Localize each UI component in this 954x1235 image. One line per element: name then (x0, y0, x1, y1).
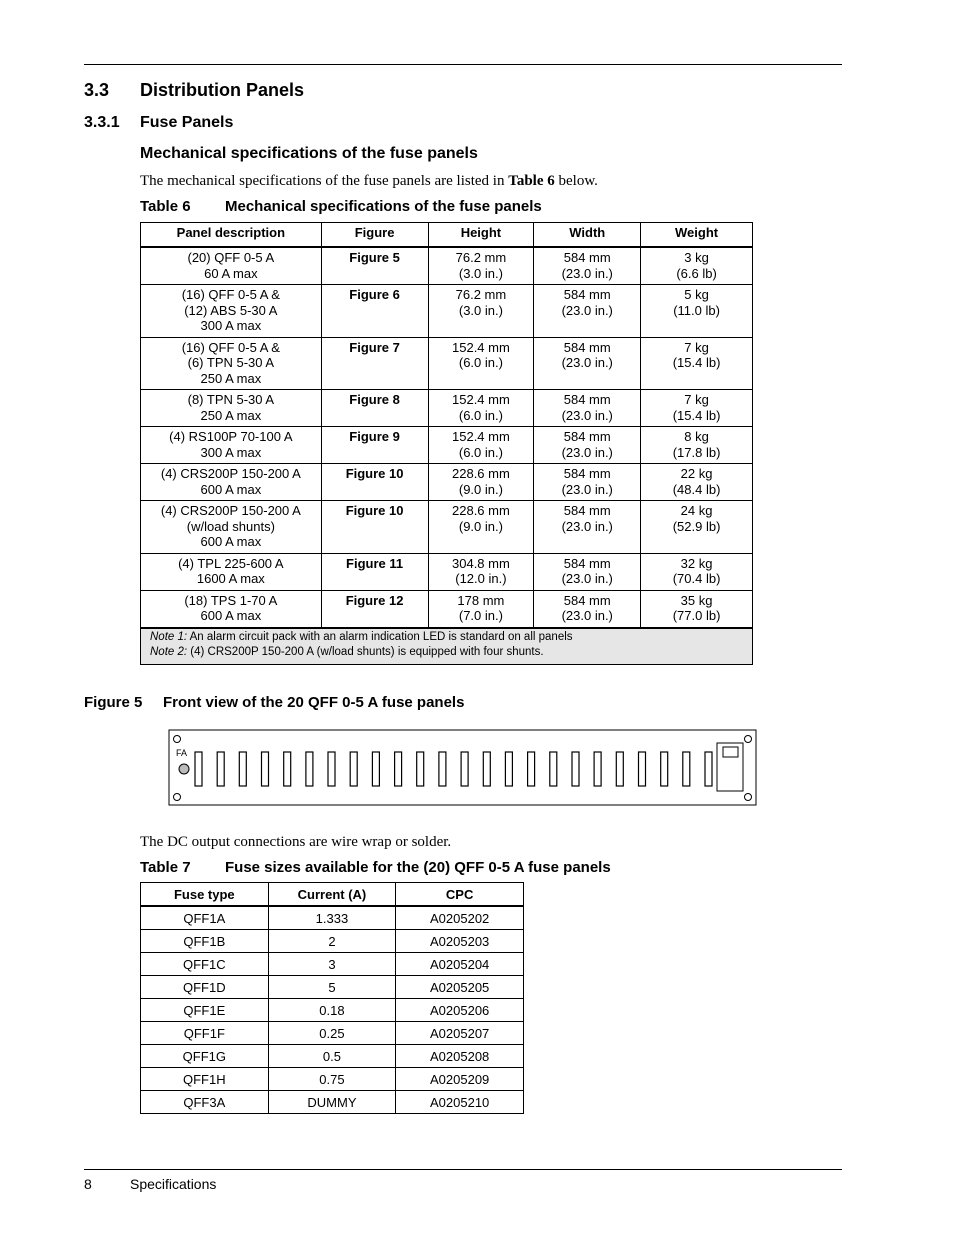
table6-header-cell: Height (428, 223, 534, 248)
table7-cell: 0.5 (268, 1045, 396, 1068)
table6-cell-desc (141, 247, 322, 285)
table6-header-cell: Weight (641, 223, 753, 248)
table-row (141, 501, 753, 554)
table6-cell-weight (641, 337, 753, 390)
cell-line: 584 mm (563, 466, 611, 481)
table6-cell-figure: Figure 10 (321, 464, 428, 501)
cell-line: (4) CRS200P 150-200 A (160, 503, 301, 518)
fuse-slot (639, 752, 646, 786)
table7-cell: A0205202 (396, 906, 524, 930)
cell-line: 600 A max (200, 534, 262, 549)
table6-cell-figure: Figure 9 (321, 427, 428, 464)
page-number: 8 (84, 1176, 92, 1192)
table6-cell-width (534, 337, 641, 390)
subsection-number: 3.3.1 (84, 114, 120, 131)
table-row (141, 464, 753, 501)
cell-line: (18) TPS 1-70 A (184, 592, 278, 608)
fuse-slot (306, 752, 313, 786)
mount-hole-bottom-left (174, 794, 181, 801)
table7-cell: 1.333 (268, 906, 396, 930)
cell-line: 228.6 mm (452, 466, 510, 481)
intro-after: below. (554, 173, 598, 189)
table6-cell-weight (641, 553, 753, 590)
table6-cell-weight (641, 390, 753, 427)
table6-cell-figure: Figure 5 (321, 247, 428, 285)
table6-header-cell: Panel description (141, 223, 322, 248)
fuse-slot (461, 752, 468, 786)
cell-line: (48.4 lb) (672, 481, 721, 497)
cell-line: (3.0 in.) (458, 302, 503, 318)
fuse-slot (284, 752, 291, 786)
cell-line: (52.9 lb) (672, 518, 721, 534)
table6-note (150, 630, 743, 645)
table7-cell: QFF1D (141, 976, 269, 999)
table6-notes-row (141, 628, 753, 665)
table7-cell: DUMMY (268, 1091, 396, 1114)
cell-line: 600 A max (200, 481, 262, 497)
table7-header-cell: Current (A) (268, 883, 396, 907)
table7-cell: 0.18 (268, 999, 396, 1022)
cell-line: (4) RS100P 70-100 A (169, 429, 293, 444)
note-label: Note 2: (150, 645, 188, 658)
cell-line: (23.0 in.) (561, 518, 613, 534)
table-row (141, 247, 753, 285)
table6-notes (141, 628, 753, 665)
table7-cell: A0205209 (396, 1068, 524, 1091)
cell-line: 7 kg (684, 392, 709, 407)
table6-cell-desc (141, 285, 322, 338)
table6-header-row (141, 223, 753, 248)
table6-cell-desc (141, 337, 322, 390)
cell-line: (6.0 in.) (458, 355, 503, 370)
fuse-panel-front-view (168, 729, 758, 807)
table7-cell: 0.75 (268, 1068, 396, 1091)
cell-line: 304.8 mm (452, 555, 510, 571)
cell-line: 152.4 mm (452, 429, 510, 444)
table6-cell-height (428, 501, 534, 554)
cell-line: (23.0 in.) (561, 407, 613, 423)
cell-line: 584 mm (563, 339, 611, 355)
cell-line: 300 A max (200, 318, 262, 333)
top-rule (84, 64, 842, 65)
cell-line: (16) QFF 0-5 A & (181, 339, 280, 355)
dc-output-text: The DC output connections are wire wrap or solder. (140, 834, 452, 850)
table6-cell-height (428, 337, 534, 390)
fuse-slot (594, 752, 601, 786)
table6-cell-height (428, 390, 534, 427)
figure5-label: Figure 5 (84, 694, 143, 711)
table-row (141, 976, 524, 999)
table-row (141, 427, 753, 464)
cell-line: (11.0 lb) (673, 302, 720, 318)
fuse-slot (572, 752, 579, 786)
alarm-module (717, 743, 743, 791)
table6-cell-figure: Figure 10 (321, 501, 428, 554)
table6-cell-weight (641, 247, 753, 285)
section-number: 3.3 (84, 80, 110, 100)
table6-title: Mechanical specifications of the fuse panels (225, 198, 542, 215)
fuse-slot (661, 752, 668, 786)
cell-line: (23.0 in.) (561, 444, 613, 460)
table6-cell-width (534, 390, 641, 427)
table7-cell: QFF1A (141, 906, 269, 930)
table6-cell-width (534, 590, 641, 628)
fuse-slot (328, 752, 335, 786)
table6-cell-weight (641, 464, 753, 501)
table7-cell: 2 (268, 930, 396, 953)
cell-line: 178 mm (457, 592, 505, 608)
table6-cell-width (534, 553, 641, 590)
table6-cell-desc (141, 501, 322, 554)
cell-line: (23.0 in.) (561, 355, 613, 370)
table7-header-cell: CPC (396, 883, 524, 907)
fuse-slot (550, 752, 557, 786)
cell-line: (4) CRS200P 150-200 A (160, 466, 301, 481)
table7-cell: A0205206 (396, 999, 524, 1022)
fuse-slot (195, 752, 202, 786)
fuse-slot (239, 752, 246, 786)
cell-line: (23.0 in.) (561, 302, 613, 318)
cell-line: (23.0 in.) (561, 571, 613, 586)
cell-line: 584 mm (563, 287, 611, 302)
cell-line: 584 mm (563, 250, 611, 265)
cell-line: 584 mm (563, 392, 611, 407)
cell-line: 1600 A max (196, 571, 265, 586)
fuse-slot (439, 752, 446, 786)
table6-cell-weight (641, 285, 753, 338)
table6-cell-desc (141, 464, 322, 501)
table6-label: Table 6 (140, 198, 191, 215)
table7-cell: QFF1B (141, 930, 269, 953)
table7-cell: A0205210 (396, 1091, 524, 1114)
mount-hole-bottom-right (745, 794, 752, 801)
table6-cell-width (534, 464, 641, 501)
cell-line: (3.0 in.) (458, 265, 503, 281)
cell-line: (77.0 lb) (672, 608, 721, 623)
cell-line: (20) QFF 0-5 A (187, 250, 275, 265)
table7-cell: QFF1F (141, 1022, 269, 1045)
table7-body (141, 906, 524, 1114)
table6-cell-height (428, 553, 534, 590)
cell-line: (23.0 in.) (561, 608, 613, 623)
alarm-module-window (723, 747, 738, 757)
table7-cell: A0205204 (396, 953, 524, 976)
table7-cell: A0205203 (396, 930, 524, 953)
mechanical-specs-table (140, 222, 753, 665)
cell-line: (9.0 in.) (458, 518, 503, 534)
cell-line: (6.0 in.) (458, 444, 503, 460)
cell-line: 5 kg (684, 287, 709, 302)
table7-cell: A0205205 (396, 976, 524, 999)
cell-line: 32 kg (680, 555, 713, 571)
fa-label: FA (176, 748, 188, 758)
fuse-slot (417, 752, 424, 786)
cell-line: (9.0 in.) (458, 481, 503, 497)
cell-line: (17.8 lb) (672, 444, 721, 460)
cell-line: 584 mm (563, 503, 611, 518)
table6-cell-desc (141, 390, 322, 427)
cell-line: (23.0 in.) (561, 265, 613, 281)
table7-label: Table 7 (140, 859, 191, 876)
cell-line: 22 kg (680, 466, 713, 481)
note-label: Note 1: (150, 630, 188, 643)
table6-cell-height (428, 427, 534, 464)
fuse-slot (705, 752, 712, 786)
table-row (141, 906, 524, 930)
table7-header-cell: Fuse type (141, 883, 269, 907)
table-row (141, 590, 753, 628)
cell-line: (15.4 lb) (672, 355, 721, 370)
cell-line: (23.0 in.) (561, 481, 613, 497)
table-row (141, 1022, 524, 1045)
table6-header-cell: Figure (321, 223, 428, 248)
cell-line: (15.4 lb) (672, 407, 721, 423)
fuse-slot (528, 752, 535, 786)
table6-cell-height (428, 247, 534, 285)
cell-line: 7 kg (684, 339, 709, 355)
cell-line: (6.0 in.) (458, 407, 503, 423)
table7-header-row (141, 883, 524, 907)
cell-line: 152.4 mm (452, 392, 510, 407)
cell-line: (7.0 in.) (458, 608, 503, 623)
table7-cell: QFF1G (141, 1045, 269, 1068)
table7-cell: 3 (268, 953, 396, 976)
cell-line: (4) TPL 225-600 A (178, 555, 284, 571)
fuse-slot (350, 752, 357, 786)
cell-line: 584 mm (563, 429, 611, 444)
table6-cell-width (534, 501, 641, 554)
cell-line: 8 kg (684, 429, 709, 444)
cell-line: (6) TPN 5-30 A (187, 355, 275, 370)
note-text: (4) CRS200P 150-200 A (w/load shunts) is equipped with four shunts. (187, 645, 544, 658)
cell-line: 60 A max (204, 265, 258, 281)
table7-title: Fuse sizes available for the (20) QFF 0-5 A fuse panels (225, 859, 611, 876)
table6-cell-desc (141, 590, 322, 628)
table6-cell-width (534, 427, 641, 464)
cell-line: (12) ABS 5-30 A (184, 302, 278, 318)
cell-line: 600 A max (200, 608, 262, 623)
cell-line: 76.2 mm (455, 250, 507, 265)
fuse-sizes-table (140, 882, 524, 1114)
note-text: An alarm circuit pack with an alarm indication LED is standard on all panels (187, 630, 573, 643)
fuse-slot (395, 752, 402, 786)
fuse-slot (372, 752, 379, 786)
cell-line: 228.6 mm (452, 503, 510, 518)
table6-cell-desc (141, 553, 322, 590)
cell-line: 24 kg (680, 503, 713, 518)
table-row (141, 999, 524, 1022)
intro-table-ref[interactable]: Table 6 (508, 173, 555, 189)
spec-heading: Mechanical specifications of the fuse panels (140, 145, 478, 162)
fuse-slot (505, 752, 512, 786)
table6-cell-height (428, 590, 534, 628)
cell-line: 3 kg (684, 250, 709, 265)
cell-line: 35 kg (680, 592, 713, 608)
table7-cell: QFF1E (141, 999, 269, 1022)
table-row (141, 1068, 524, 1091)
section-title: Distribution Panels (140, 80, 305, 100)
cell-line: 76.2 mm (455, 287, 507, 302)
mount-hole-top-right (745, 736, 752, 743)
table6-cell-figure: Figure 6 (321, 285, 428, 338)
table-row (141, 285, 753, 338)
table7-cell: A0205207 (396, 1022, 524, 1045)
table6-cell-weight (641, 590, 753, 628)
subsection-title: Fuse Panels (140, 114, 234, 131)
table6-cell-figure: Figure 11 (321, 553, 428, 590)
intro-paragraph (140, 173, 598, 190)
cell-line: 152.4 mm (452, 339, 510, 355)
table6-cell-figure: Figure 12 (321, 590, 428, 628)
table6-cell-weight (641, 427, 753, 464)
table6-note (150, 645, 743, 660)
fuse-slot (483, 752, 490, 786)
cell-line: 250 A max (200, 370, 262, 386)
cell-line: (70.4 lb) (672, 571, 721, 586)
table7-cell: QFF3A (141, 1091, 269, 1114)
intro-before: The mechanical specifications of the fuse panels are listed in (140, 173, 509, 189)
table-row (141, 1045, 524, 1068)
table-row (141, 553, 753, 590)
table6-cell-width (534, 247, 641, 285)
table7-cell: A0205208 (396, 1045, 524, 1068)
cell-line: 300 A max (200, 444, 262, 460)
table-row (141, 930, 524, 953)
table6-header-cell: Width (534, 223, 641, 248)
table6-cell-height (428, 464, 534, 501)
table6-cell-desc (141, 427, 322, 464)
fuse-slot (262, 752, 269, 786)
table-row (141, 953, 524, 976)
cell-line: 584 mm (563, 555, 611, 571)
table6-cell-weight (641, 501, 753, 554)
table-row (141, 1091, 524, 1114)
fuse-slot (683, 752, 690, 786)
table-row (141, 337, 753, 390)
fuse-slot (217, 752, 224, 786)
cell-line: (6.6 lb) (676, 265, 717, 281)
table-row (141, 390, 753, 427)
table6-cell-figure: Figure 8 (321, 390, 428, 427)
table7-cell: 0.25 (268, 1022, 396, 1045)
cell-line: (8) TPN 5-30 A (187, 392, 275, 407)
bottom-rule (84, 1169, 842, 1170)
figure5-title: Front view of the 20 QFF 0-5 A fuse panels (163, 694, 465, 711)
footer-section: Specifications (130, 1176, 217, 1192)
cell-line: (16) QFF 0-5 A & (181, 287, 280, 302)
cell-line: 250 A max (200, 407, 262, 423)
alarm-led (179, 764, 189, 774)
cell-line: (12.0 in.) (455, 571, 507, 586)
fuse-slot (616, 752, 623, 786)
mount-hole-top-left (174, 736, 181, 743)
table7-cell: QFF1H (141, 1068, 269, 1091)
table6-cell-width (534, 285, 641, 338)
cell-line: 584 mm (563, 592, 611, 608)
fuse-slots (195, 752, 712, 786)
table6-cell-height (428, 285, 534, 338)
table6-body (141, 247, 753, 664)
table7-cell: QFF1C (141, 953, 269, 976)
table7-cell: 5 (268, 976, 396, 999)
cell-line: (w/load shunts) (186, 518, 275, 534)
table6-cell-figure: Figure 7 (321, 337, 428, 390)
